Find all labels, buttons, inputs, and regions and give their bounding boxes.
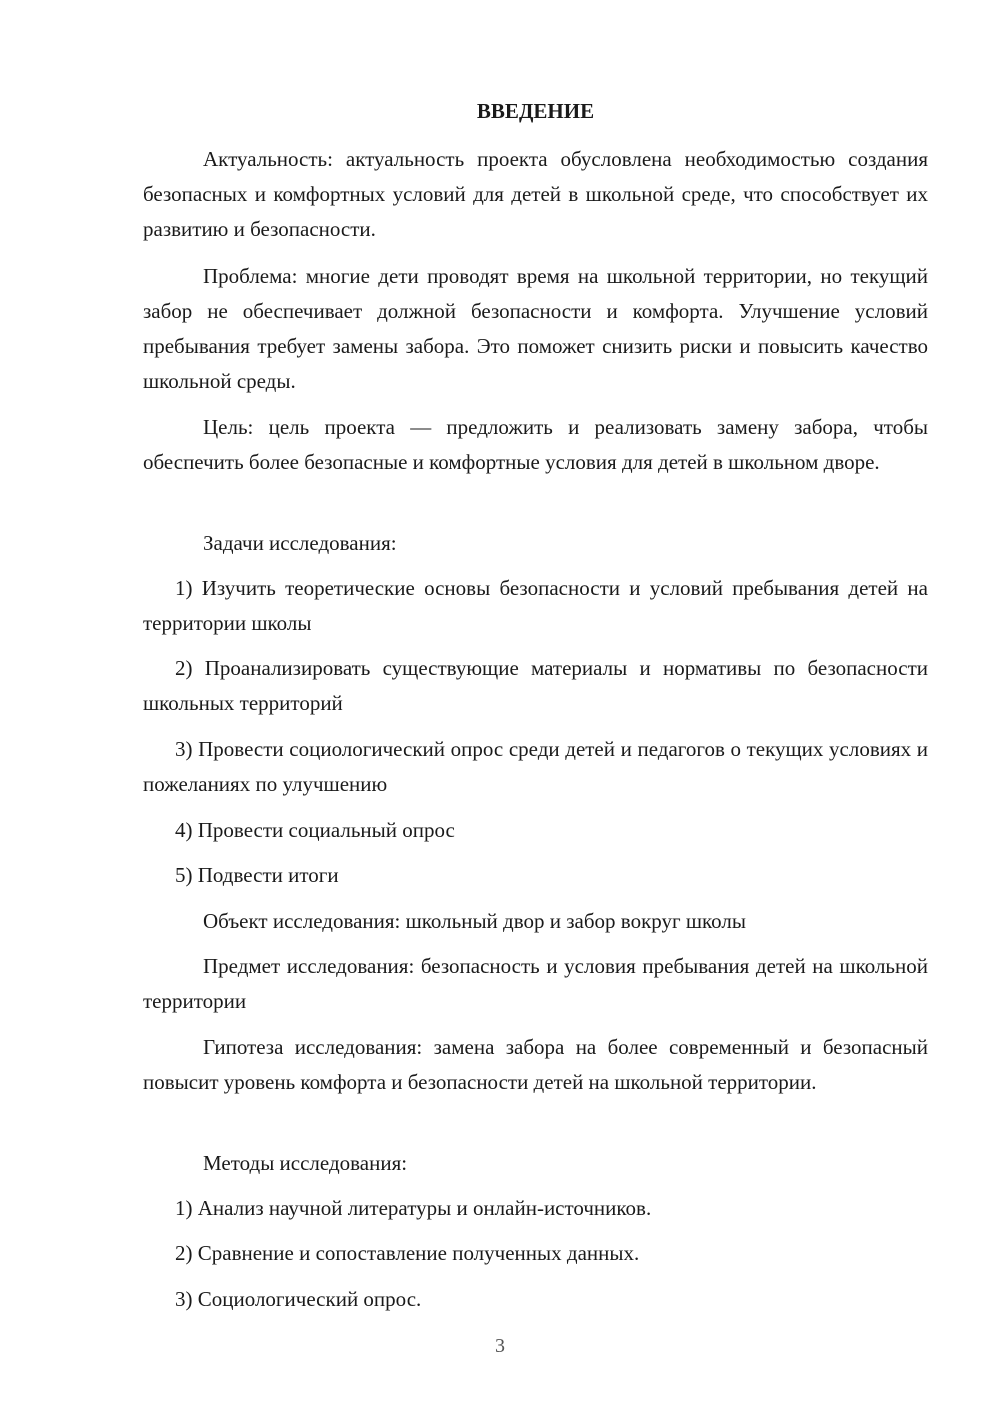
problem-paragraph: Проблема: многие дети проводят время на школьной территории, но текущий забор не обеспечивает должной безопасности и комфорта. Улучшение условий пребывания требует замены забора. Это поможет снизить риски и повысить качество школьной среды. (143, 264, 928, 393)
method-item: 1) Анализ научной литературы и онлайн-источников. (175, 1196, 652, 1220)
subject-paragraph: Предмет исследования: безопасность и условия пребывания детей на школьной территории (143, 954, 928, 1013)
object-paragraph: Объект исследования: школьный двор и забор вокруг школы (203, 909, 746, 933)
task-item: 1) Изучить теоретические основы безопасности и условий пребывания детей на территории школы (143, 576, 928, 635)
page-number: 3 (495, 1335, 505, 1357)
hypothesis-paragraph: Гипотеза исследования: замена забора на более современный и безопасный повысит уровень комфорта и безопасности детей на школьной территории. (143, 1035, 928, 1094)
actuality-paragraph: Актуальность: актуальность проекта обусловлена необходимостью создания безопасных и комфортных условий для детей в школьной среде, что способствует их развитию и безопасности. (143, 147, 928, 241)
page-title: ВВЕДЕНИЕ (476, 99, 595, 123)
method-item: 2) Сравнение и сопоставление полученных данных. (175, 1241, 640, 1265)
task-item: 4) Провести социальный опрос (175, 818, 455, 842)
method-item: 3) Социологический опрос. (175, 1287, 422, 1311)
task-item: 5) Подвести итоги (175, 863, 339, 887)
methods-heading: Методы исследования: (203, 1151, 408, 1175)
goal-paragraph: Цель: цель проекта — предложить и реализовать замену забора, чтобы обеспечить более безопасные и комфортные условия для детей в школьном дворе. (143, 415, 928, 474)
task-item: 3) Провести социологический опрос среди детей и педагогов о текущих условиях и пожеланиях по улучшению (143, 737, 928, 796)
task-item: 2) Проанализировать существующие материалы и нормативы по безопасности школьных территорий (143, 656, 928, 715)
tasks-heading: Задачи исследования: (203, 531, 397, 555)
